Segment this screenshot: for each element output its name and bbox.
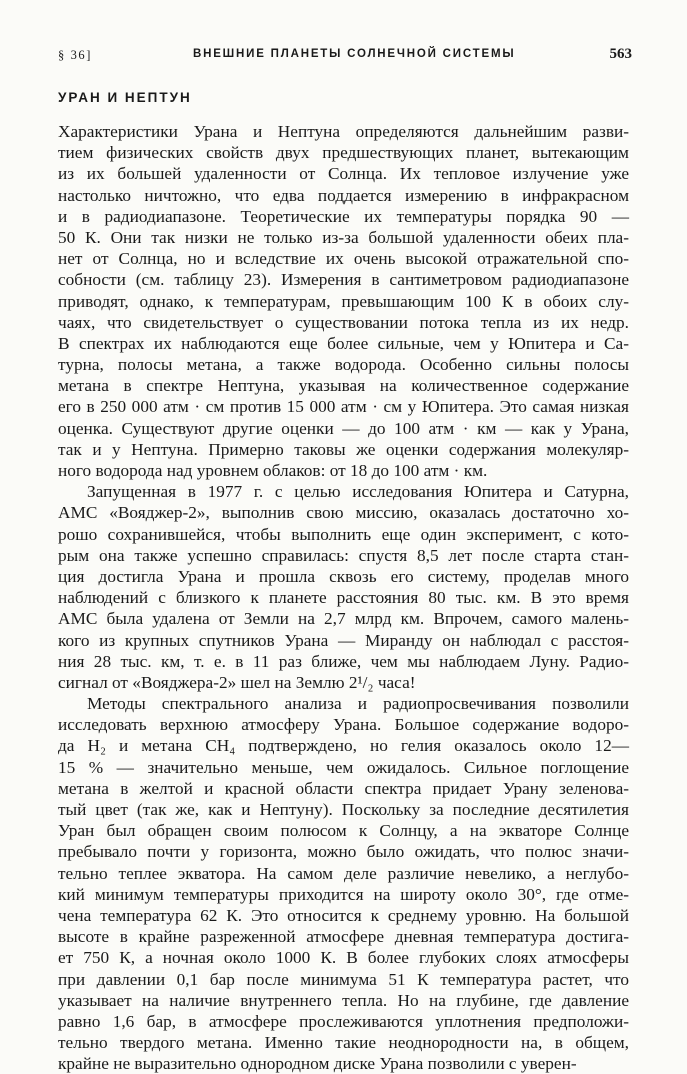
text-line: метана в желтой и красной области спектра придает Урану зеленова-	[58, 778, 629, 798]
text-line: сигнал от «Вояджера-2» шел на Землю 2¹/₂ часа!	[58, 672, 416, 692]
text-line: Запущенная в 1977 г. с целью исследования Юпитера и Сатурна,	[87, 482, 629, 502]
text-line: рошо сохранившейся, чтобы выполнить еще один эксперимент, с кото-	[58, 524, 629, 544]
section-number: § 36]	[58, 48, 93, 62]
text-line: исследовать верхнюю атмосферу Урана. Большое содержание водоро-	[58, 715, 629, 735]
running-head	[58, 46, 632, 66]
body-text	[58, 121, 629, 1074]
text-line: крайне не выразительно однородном диске Урана позволили с уверен-	[58, 1054, 577, 1074]
paragraph	[58, 481, 629, 693]
paragraph	[58, 121, 629, 481]
text-line: пребывало почти у горизонта, можно было ожидать, что полюс значи-	[58, 842, 629, 862]
text-line: оценка. Существуют другие оценки — до 100 атм · км — как у Урана,	[58, 418, 629, 438]
text-line: высоте в крайне разреженной атмосфере дневная температура достига-	[58, 927, 629, 947]
text-line: тием физических свойств двух предшествующих планет, вытекающим	[58, 143, 629, 163]
text-line: собности (см. таблицу 23). Измерения в сантиметровом радиодиапазоне	[58, 270, 629, 290]
text-line: рым она также успешно справилась: спустя 8,5 лет после старта стан-	[58, 545, 629, 565]
text-line: В спектрах их наблюдаются еще более сильные, чем у Юпитера и Са-	[58, 333, 629, 353]
text-line: равно 1,6 бар, в атмосфере прослеживаются уплотнения предположи-	[58, 1011, 629, 1031]
text-line: АМС «Вояджер-2», выполнив свою миссию, оказалась достаточно хо-	[58, 503, 629, 523]
text-line: ния 28 тыс. км, т. е. в 11 раз ближе, чем мы наблюдаем Луну. Радио-	[58, 651, 629, 671]
text-line: кий минимум температуры приходится на широту около 30°, где отме-	[58, 884, 629, 904]
text-line: наблюдений с близкого к планете расстояния 80 тыс. км. В это время	[58, 588, 629, 608]
text-line: тельно теплее экватора. На самом деле различие невелико, а неглубо-	[58, 863, 629, 883]
text-line: так и у Нептуна. Примерно таковы же оценки содержания молекуляр-	[58, 439, 629, 459]
text-line: тельно твердого метана. Именно такие неоднородности на, в общем,	[58, 1033, 629, 1053]
page-number: 563	[609, 46, 632, 62]
text-line: да H₂ и метана CH₄ подтверждено, но гелия оказалось около 12—	[58, 736, 629, 756]
text-line: метана в спектре Нептуна, указывая на количественное содержание	[58, 376, 629, 396]
text-line: чаях, что свидетельствует о существовании потока тепла из их недр.	[58, 312, 629, 332]
text-line: ция достигла Урана и прошла сквозь его систему, проделав много	[58, 566, 629, 586]
text-line: Уран был обращен своим полюсом к Солнцу, а на экваторе Солнце	[58, 821, 629, 841]
text-line: Характеристики Урана и Нептуна определяются дальнейшим разви-	[58, 122, 629, 141]
text-line: его в 250 000 атм · см против 15 000 атм · см у Юпитера. Это самая низкая	[58, 397, 629, 417]
text-line: ного водорода над уровнем облаков: от 18 до 100 атм · км.	[58, 461, 488, 480]
text-line: из их большей удаленности от Солнца. Их тепловое излучение уже	[58, 164, 629, 184]
text-line: Методы спектрального анализа и радиопросвечивания позволили	[87, 694, 629, 714]
text-line: чена температура 62 К. Это относится к среднему уровню. На большой	[58, 905, 629, 925]
text-line: 15 % — значительно меньше, чем ожидалось. Сильное поглощение	[58, 757, 629, 777]
text-line: ет 750 К, а ночная около 1000 К. В более глубоких слоях атмосферы	[58, 948, 629, 968]
text-line: приводят, однако, к температурам, превышающим 100 К в обоих слу-	[58, 291, 629, 311]
text-line: АМС была удалена от Земли на 2,7 млрд км. Впрочем, самого малень-	[58, 609, 629, 629]
text-line: турна, полосы метана, а также водорода. Особенно сильны полосы	[58, 355, 629, 375]
text-line: тый цвет (так же, как и Нептуну). Поскольку за последние десятилетия	[58, 800, 629, 819]
text-line: и в радиодиапазоне. Теоретические их температуры порядка 90 —	[58, 206, 629, 226]
text-line: при давлении 0,1 бар после минимума 51 К температура растет, что	[58, 969, 629, 989]
text-line: нет от Солнца, но и вследствие их очень высокой отражательной спо-	[58, 249, 629, 269]
section-heading: УРАН И НЕПТУН	[58, 90, 192, 105]
paragraph	[58, 693, 629, 1074]
text-line: настолько ничтожно, что едва поддается измерению в инфракрасном	[58, 185, 629, 205]
text-line: указывает на наличие внутреннего тепла. Но на глубине, где давление	[58, 990, 629, 1010]
text-line: 50 К. Они так низки не только из-за большой удаленности обеих пла-	[58, 227, 629, 247]
text-line: кого из крупных спутников Урана — Миранду он наблюдал с расстоя-	[58, 630, 629, 650]
chapter-title: ВНЕШНИЕ ПЛАНЕТЫ СОЛНЕЧНОЙ СИСТЕМЫ	[193, 48, 516, 60]
